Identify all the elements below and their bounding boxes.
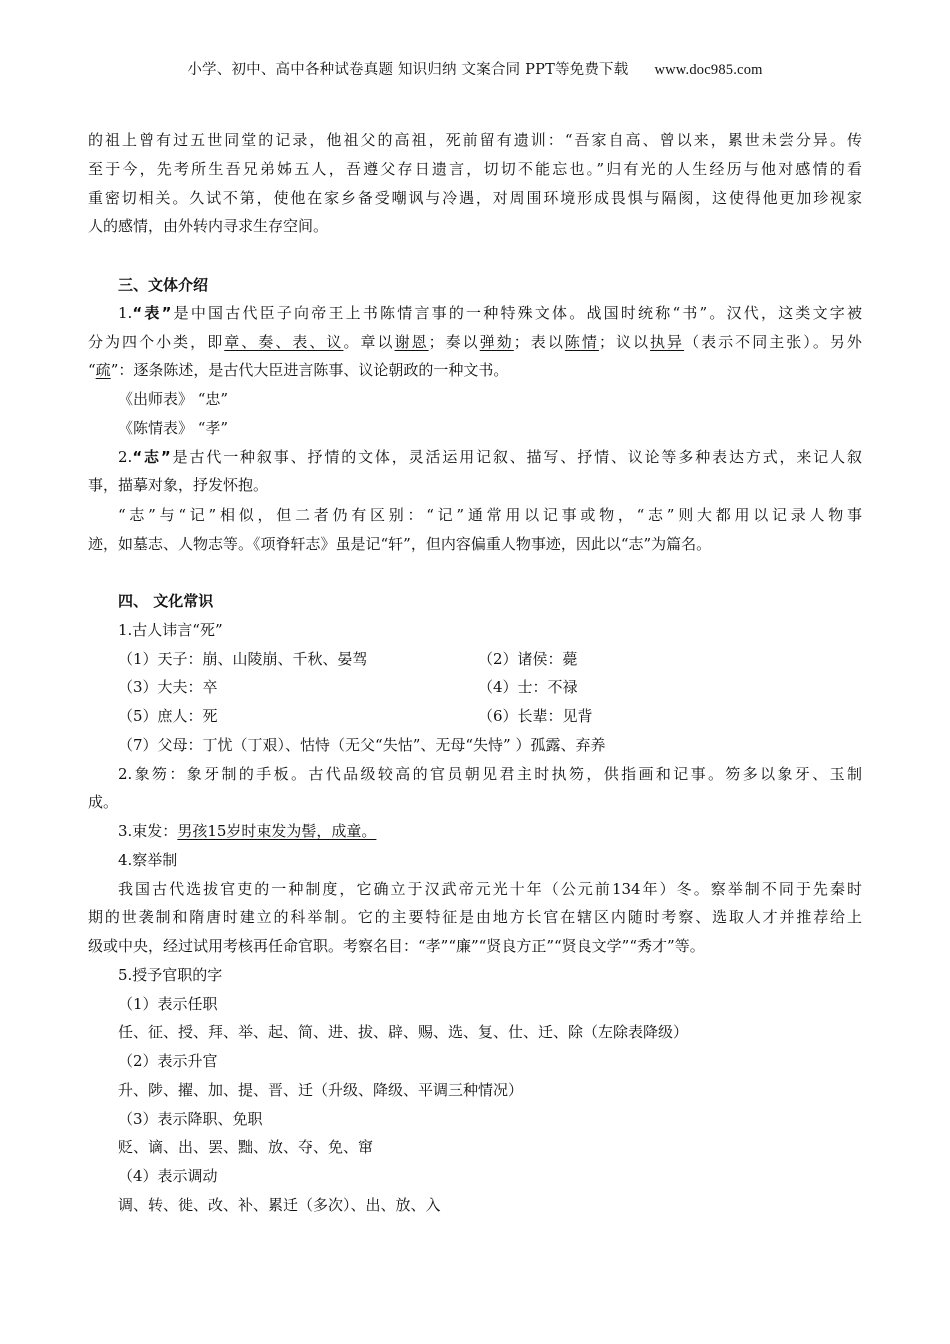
intro-line-1: 的祖上曾有过五世同堂的记录，他祖父的高祖，死前留有遗训：“吾家自高、曾以来，累世未尝分异。传 bbox=[88, 131, 862, 149]
item3-underlined: 男孩15岁时束发为髻，成童。 bbox=[177, 822, 377, 840]
sec3-p2-line-2: 事，描摹对象，抒发怀抱。 bbox=[88, 476, 269, 494]
death-term-3: （3）大夫：卒 bbox=[118, 678, 218, 696]
sec4-item5-words-1: 任、征、授、拜、举、起、简、进、拔、辟、赐、选、复、仕、迁、除（左除表降级） bbox=[118, 1023, 689, 1041]
sec3-p2-keyword: “志” bbox=[132, 448, 171, 466]
sec3-p2-l1-rest: 是古代一种叙事、抒情的文体，灵活运用记叙、描写、抒情、议论等多种表达方式，来记人叙 bbox=[170, 448, 862, 466]
sec4-item5-title: 5.授予官职的字 bbox=[118, 966, 223, 984]
underlined-term: 弹劾 bbox=[479, 333, 514, 351]
section-4-heading: 四、 文化常识 bbox=[118, 592, 214, 610]
sec3-p1-l1-rest: 是中国古代臣子向帝王上书陈情言事的一种特殊文体。战国时统称“书”。汉代，这类文字被 bbox=[171, 304, 863, 322]
death-term-6: （6）长辈：见背 bbox=[478, 707, 593, 725]
sec3-p2-num: 2. bbox=[118, 448, 133, 466]
sec4-item3 bbox=[118, 821, 376, 841]
sec3-example-2: 《陈情表》 “孝” bbox=[118, 419, 229, 437]
death-term-5: （5）庶人：死 bbox=[118, 707, 218, 725]
sec3-p1-line-3 bbox=[88, 360, 508, 380]
underlined-term: 疏 bbox=[95, 361, 111, 379]
sec4-item5-sub-3: （3）表示降职、免职 bbox=[118, 1110, 263, 1128]
intro-line-2: 至于今，先考所生吾兄弟姊五人，吾遵父存日遗言，切切不能忘也。”归有光的人生经历与他对感情的看 bbox=[88, 160, 862, 178]
page-header bbox=[0, 58, 950, 79]
text-span: ；奏以 bbox=[428, 333, 480, 351]
text-span: 。章以 bbox=[343, 333, 395, 351]
underlined-term: 谢恩 bbox=[394, 333, 429, 351]
sec4-item5-words-2: 升、陟、擢、加、提、晋、迁（升级、降级、平调三种情况） bbox=[118, 1081, 524, 1099]
sec4-item4-line-3: 级或中央，经过试用考核再任命官职。考察名目：“孝”“廉”“贤良方正”“贤良文学”“秀才”等。 bbox=[88, 937, 705, 955]
intro-line-3: 重密切相关。久试不第，使他在家乡备受嘲讽与冷遇，对周围环境形成畏惧与隔阂，这使得他更加珍视家 bbox=[88, 189, 862, 207]
header-text: 小学、初中、高中各种试卷真题 知识归纳 文案合同 PPT等免费下载 bbox=[187, 62, 629, 78]
sec3-p1-keyword: “表” bbox=[132, 304, 172, 322]
sec3-p2-line-4: 迹，如墓志、人物志等。《项脊轩志》虽是记“轩”，但内容偏重人物事迹，因此以“志”为篇名。 bbox=[88, 535, 712, 553]
death-term-1: （1）天子：崩、山陵崩、千秋、晏驾 bbox=[118, 650, 368, 668]
header-site: www.doc985.com bbox=[654, 62, 763, 78]
death-term-4: （4）士：不禄 bbox=[478, 678, 578, 696]
text-span: “ bbox=[88, 361, 96, 379]
sec4-item4-line-2: 期的世袭制和隋唐时建立的科举制。它的主要特征是由地方长官在辖区内随时考察、选取人才并推荐给上 bbox=[88, 908, 862, 926]
text-span: ”：逐条陈述，是古代大臣进言陈事、议论朝政的一种文书。 bbox=[110, 361, 509, 379]
underlined-term: 执异 bbox=[650, 333, 685, 351]
sec4-item5-words-4: 调、转、徙、改、补、累迁（多次）、出、放、入 bbox=[118, 1196, 441, 1214]
sec3-example-1: 《出师表》 “忠” bbox=[118, 390, 229, 408]
underlined-term: 章、奏、表、议 bbox=[224, 333, 344, 351]
sec3-p1-line-2 bbox=[88, 332, 862, 352]
item3-label: 3.束发： bbox=[118, 822, 178, 840]
section-3-heading: 三、文体介绍 bbox=[118, 276, 209, 294]
intro-line-4: 人的感情，由外转内寻求生存空间。 bbox=[88, 217, 329, 235]
sec3-p1-line-1 bbox=[118, 303, 862, 323]
sec4-item5-sub-1: （1）表示任职 bbox=[118, 995, 218, 1013]
text-span: 分为四个小类，即 bbox=[88, 333, 225, 351]
sec4-item2-line-2: 成。 bbox=[88, 793, 119, 811]
sec4-item5-sub-4: （4）表示调动 bbox=[118, 1167, 218, 1185]
sec3-p2-line-1 bbox=[118, 447, 862, 467]
text-span: ；议以 bbox=[598, 333, 651, 351]
sec4-item4-line-1: 我国古代选拔官吏的一种制度，它确立于汉武帝元光十年（公元前134年）冬。察举制不同于先秦时 bbox=[118, 880, 862, 898]
sec3-p2-line-3: “志”与“记”相似，但二者仍有区别：“记”通常用以记事或物，“志”则大都用以记录人物事 bbox=[118, 506, 862, 524]
death-term-7: （7）父母：丁忧（丁艰）、怙恃（无父“失怙”、无母“失恃” ）孤露、弃养 bbox=[118, 736, 606, 754]
text-span: ；表以 bbox=[513, 333, 565, 351]
sec4-item5-words-3: 贬、谪、出、罢、黜、放、夺、免、窜 bbox=[118, 1138, 374, 1156]
sec4-item1-title: 1.古人讳言“死” bbox=[118, 621, 223, 639]
sec4-item4-title: 4.察举制 bbox=[118, 851, 178, 869]
underlined-term: 陈情 bbox=[564, 333, 599, 351]
text-span: （表示不同主张）。另外 bbox=[684, 333, 862, 351]
death-term-2: （2）诸侯：薨 bbox=[478, 650, 578, 668]
sec4-item5-sub-2: （2）表示升官 bbox=[118, 1052, 218, 1070]
sec4-item2-line-1: 2.象笏：象牙制的手板。古代品级较高的官员朝见君主时执笏，供指画和记事。笏多以象牙、玉制 bbox=[118, 765, 862, 783]
sec3-p1-num: 1. bbox=[118, 304, 133, 322]
